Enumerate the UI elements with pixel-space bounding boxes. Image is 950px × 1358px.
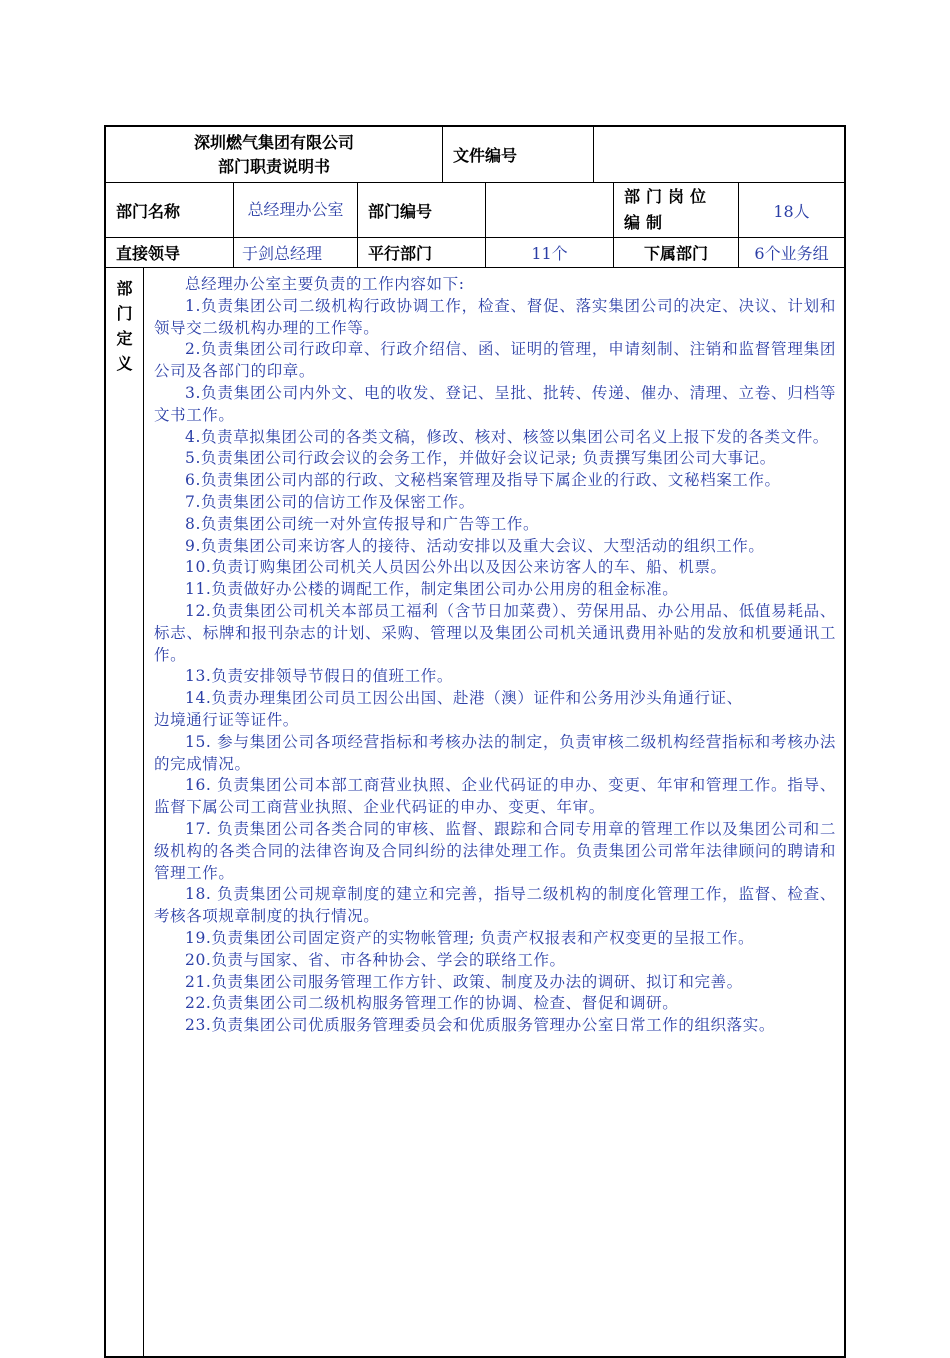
duty-item: 3.负责集团公司内外文、电的收发、登记、呈批、批转、传递、催办、清理、立卷、归档等文书工作。	[154, 383, 836, 424]
duty-item: 15. 参与集团公司各项经营指标和考核办法的制定，负责审核二级机构经营指标和考核办法的完成情况。	[154, 732, 836, 773]
duty-item: 13.负责安排领导节假日的值班工作。	[185, 667, 453, 686]
intro-paragraph: 总经理办公室主要负责的工作内容如下:	[185, 275, 465, 293]
duty-item: 20.负责与国家、省、市各种协会、学会的联络工作。	[185, 950, 566, 969]
duty-item: 8.负责集团公司统一对外宣传报导和广告等工作。	[185, 514, 540, 533]
duty-item: 1.负责集团公司二级机构行政协调工作，检查、督促、落实集团公司的决定、决议、计划和领导交二级机构办理的工作等。	[154, 296, 836, 337]
definition-label-char: 部	[116, 279, 133, 298]
leader-value: 于剑总经理	[234, 238, 358, 267]
dept-name-value: 总经理办公室	[234, 183, 358, 237]
parallel-dept-value: 11个	[486, 238, 614, 267]
duty-item: 23.负责集团公司优质服务管理委员会和优质服务管理办公室日常工作的组织落实。	[185, 1016, 775, 1035]
dept-code-value	[486, 183, 614, 237]
duty-item: 4.负责草拟集团公司的各类文稿，修改、核对、核签以集团公司名义上报下发的各类文件。	[185, 427, 829, 446]
dept-info-row	[104, 183, 846, 238]
dept-name-label: 部门名称	[106, 183, 234, 237]
positions-value: 18人	[773, 201, 810, 221]
dept-code-label: 部门编号	[358, 183, 486, 237]
duty-item: 19.负责集团公司固定资产的实物帐管理; 负责产权报表和产权变更的呈报工作。	[185, 928, 755, 947]
duty-item: 9.负责集团公司来访客人的接待、活动安排以及重大会议、大型活动的组织工作。	[185, 536, 765, 555]
duty-item: 22.负责集团公司二级机构服务管理工作的协调、检查、督促和调研。	[185, 994, 679, 1013]
duty-item: 16. 负责集团公司本部工商营业执照、企业代码证的申办、变更、年审和管理工作。指导、监督下属公司工商营业执照、企业代码证的申办、变更、年审。	[154, 776, 836, 817]
document-title: 部门职责说明书	[217, 156, 330, 176]
duty-item: 17. 负责集团公司各类合同的审核、监督、跟踪和合同专用章的管理工作以及集团公司和二级机构的各类合同的法律咨询及合同纠纷的法律处理工作。负责集团公司常年法律顾问的聘请和管理工作。	[154, 819, 836, 882]
definition-label	[106, 268, 144, 1356]
definition-label-char: 门	[116, 304, 133, 323]
duty-item: 10.负责订购集团公司机关人员因公外出以及因公来访客人的车、船、机票。	[185, 558, 727, 577]
duty-item: 21.负责集团公司服务管理工作方针、政策、制度及办法的调研、拟订和完善。	[185, 972, 743, 991]
duty-item: 12.负责集团公司机关本部员工福利（含节日加菜费）、劳保用品、办公用品、低值易耗品、标志、标牌和报刊杂志的计划、采购、管理以及集团公司机关通讯费用补贴的发放和机要通讯工作。	[154, 601, 836, 664]
title-cell	[106, 127, 443, 182]
company-name: 深圳燃气集团有限公司	[193, 132, 354, 152]
duty-item: 2.负责集团公司行政印章、行政介绍信、函、证明的管理，申请刻制、注销和监督管理集团公司及各部门的印章。	[154, 340, 836, 381]
positions-label: 部门岗位编制	[614, 183, 739, 237]
definition-label-char: 义	[116, 354, 133, 373]
definition-row	[104, 268, 846, 1358]
header-row	[104, 125, 846, 183]
duty-item-continuation: 边境通行证等证件。	[154, 710, 299, 729]
responsibility-document	[104, 125, 846, 1358]
sub-dept-label: 下属部门	[614, 238, 739, 267]
duty-item: 14.负责办理集团公司员工因公出国、赴港（澳）证件和公务用沙头角通行证、	[185, 689, 743, 708]
doc-number-label: 文件编号	[443, 127, 594, 182]
duty-item: 18. 负责集团公司规章制度的建立和完善，指导二级机构的制度化管理工作，监督、检查、考核各项规章制度的执行情况。	[154, 885, 836, 926]
duty-item: 5.负责集团公司行政会议的会务工作，并做好会议记录; 负责撰写集团公司大事记。	[185, 449, 776, 468]
leader-row	[104, 238, 846, 268]
leader-label: 直接领导	[106, 238, 234, 267]
definition-content	[144, 268, 844, 1356]
duty-item: 6.负责集团公司内部的行政、文秘档案管理及指导下属企业的行政、文秘档案工作。	[185, 471, 781, 490]
doc-number-value	[594, 127, 844, 182]
duty-item: 11.负责做好办公楼的调配工作，制定集团公司办公用房的租金标准。	[185, 580, 679, 599]
sub-dept-value: 6个业务组	[754, 244, 829, 263]
duty-item: 7.负责集团公司的信访工作及保密工作。	[185, 492, 475, 511]
parallel-dept-label: 平行部门	[358, 238, 486, 267]
definition-label-char: 定	[116, 329, 133, 348]
